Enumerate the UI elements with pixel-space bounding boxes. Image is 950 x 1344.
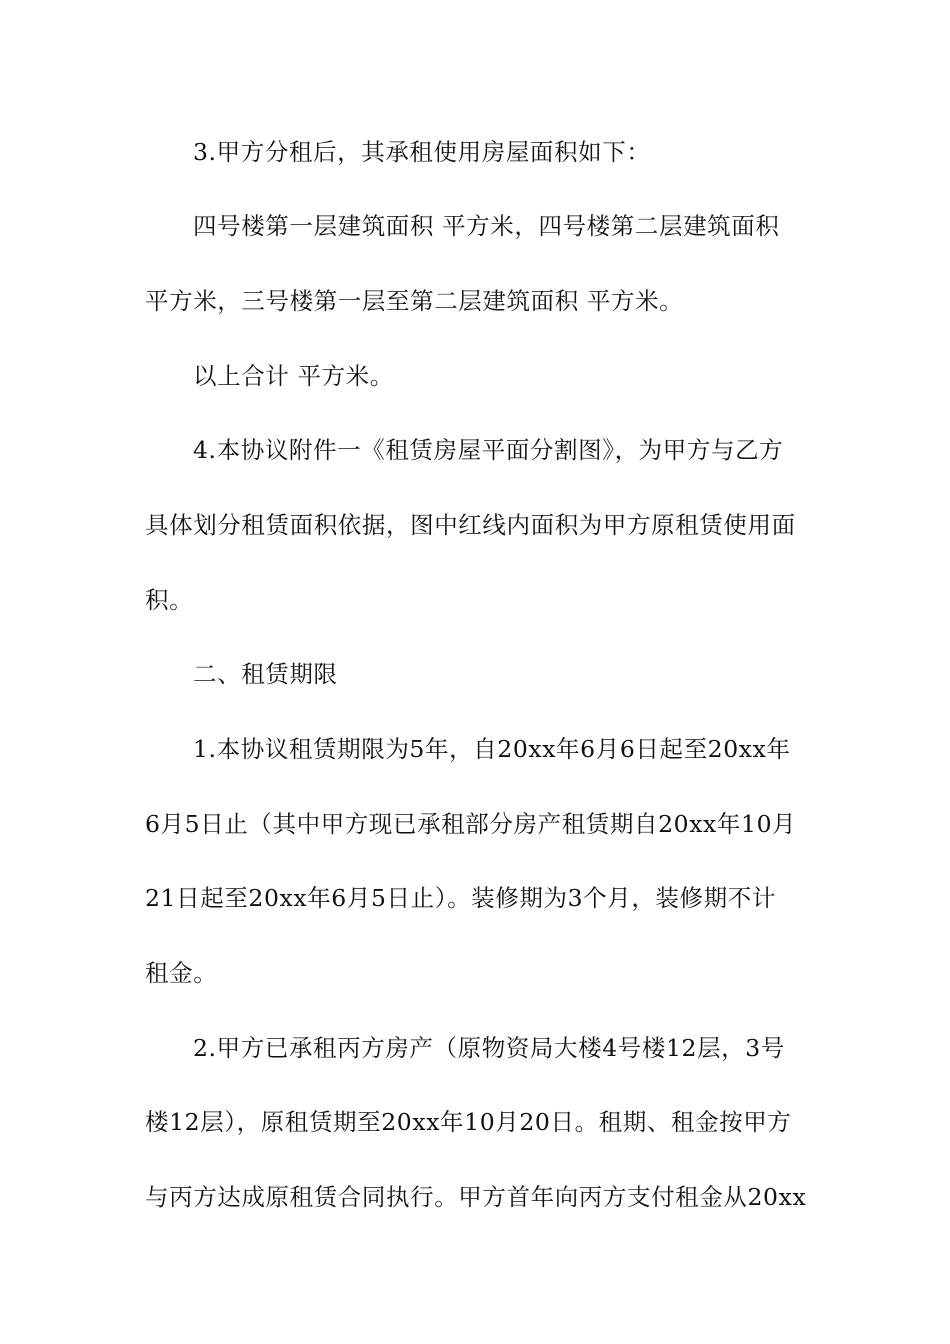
section-heading: 二、租赁期限 [193,660,338,688]
paragraph-line: 3.甲方分租后，其承租使用房屋面积如下： [193,138,651,166]
paragraph-line: 具体划分租赁面积依据，图中红线内面积为甲方原租赁使用面 [145,511,796,539]
paragraph-line: 与丙方达成原租赁合同执行。甲方首年向丙方支付租金从20xx [145,1183,807,1211]
paragraph-line: 4.本协议附件一《租赁房屋平面分割图》，为甲方与乙方 [193,436,784,464]
paragraph-line: 平方米，三号楼第一层至第二层建筑面积 平方米。 [145,287,684,315]
paragraph-line: 楼12层），原租赁期至20xx年10月20日。租期、租金按甲方 [145,1108,792,1136]
paragraph-line: 21日起至20xx年6月5日止）。装修期为3个月，装修期不计 [145,884,776,912]
paragraph-line: 租金。 [145,959,218,987]
paragraph-line: 1.本协议租赁期限为5年，自20xx年6月6日起至20xx年 [193,735,791,763]
paragraph-line: 6月5日止（其中甲方现已承租部分房产租赁期自20xx年10月 [145,810,797,838]
paragraph-line: 四号楼第一层建筑面积 平方米，四号楼第二层建筑面积 [193,212,780,240]
paragraph-line: 积。 [145,586,194,614]
paragraph-line: 2.甲方已承租丙方房产（原物资局大楼4号楼12层，3号 [193,1034,785,1062]
paragraph-line: 以上合计 平方米。 [193,362,394,390]
